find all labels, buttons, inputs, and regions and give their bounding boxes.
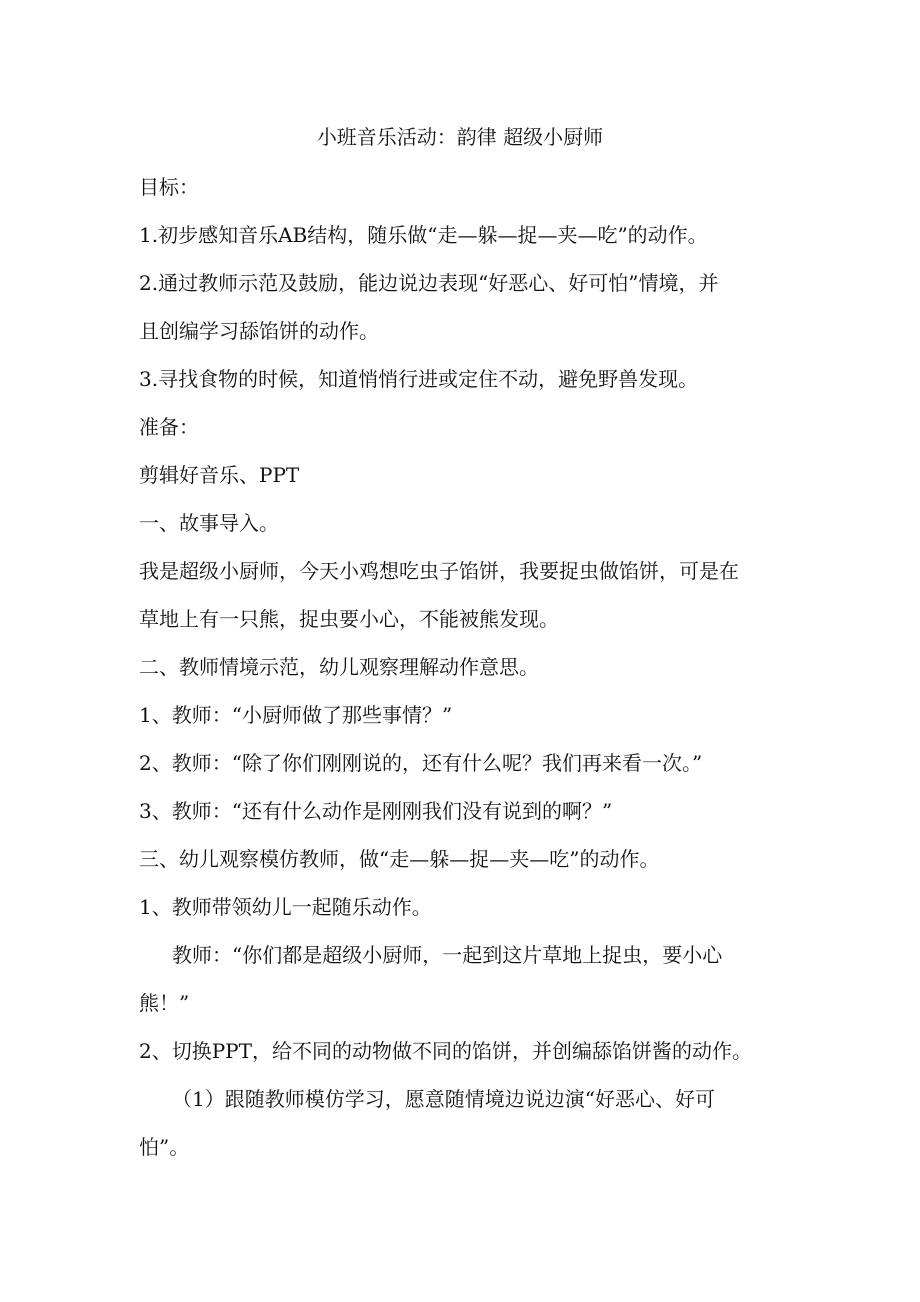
- section-heading-demonstration: 二、教师情境示范，幼儿观察理解动作意思。: [139, 655, 539, 679]
- goal-item-3: 3.寻找食物的时候，知道悄悄行进或定住不动，避免野兽发现。: [139, 367, 699, 391]
- section-heading-goals: 目标：: [139, 175, 199, 199]
- imitation-step-2: 2、切换PPT，给不同的动物做不同的馅饼，并创编舔馅饼酱的动作。: [139, 1039, 752, 1063]
- demonstration-step-1: 1、教师：“小厨师做了那些事情？”: [139, 703, 453, 727]
- goal-item-2: 2.通过教师示范及鼓励，能边说边表现“好恶心、好可怕”情境，并: [139, 271, 719, 295]
- story-paragraph-continued: 草地上有一只熊，捉虫要小心，不能被熊发现。: [139, 607, 559, 631]
- story-paragraph: 我是超级小厨师，今天小鸡想吃虫子馅饼，我要捉虫做馅饼，可是在: [139, 559, 739, 583]
- imitation-step-1-quote: 教师：“你们都是超级小厨师，一起到这片草地上捉虫，要小心: [172, 943, 723, 967]
- imitation-step-1-quote-continued: 熊！”: [139, 991, 190, 1015]
- section-heading-imitation: 三、幼儿观察模仿教师，做“走—躲—捉—夹—吃”的动作。: [139, 847, 660, 871]
- imitation-substep-1: （1）跟随教师模仿学习，愿意随情境边说边演“好恶心、好可: [172, 1087, 715, 1111]
- document-title: 小班音乐活动：韵律 超级小厨师: [316, 125, 604, 149]
- section-heading-story-intro: 一、故事导入。: [139, 511, 279, 535]
- goal-item-2-continued: 且创编学习舔馅饼的动作。: [139, 319, 379, 343]
- preparation-text: 剪辑好音乐、PPT: [139, 463, 300, 487]
- demonstration-step-3: 3、教师：“还有什么动作是刚刚我们没有说到的啊？”: [139, 799, 613, 823]
- imitation-substep-1-continued: 怕”。: [139, 1135, 190, 1159]
- section-heading-preparation: 准备：: [139, 415, 199, 439]
- imitation-step-1: 1、教师带领幼儿一起随乐动作。: [139, 895, 432, 919]
- goal-item-1: 1.初步感知音乐AB结构，随乐做“走—躲—捉—夹—吃”的动作。: [139, 223, 708, 247]
- demonstration-step-2: 2、教师：“除了你们刚刚说的，还有什么呢？我们再来看一次。”: [139, 751, 703, 775]
